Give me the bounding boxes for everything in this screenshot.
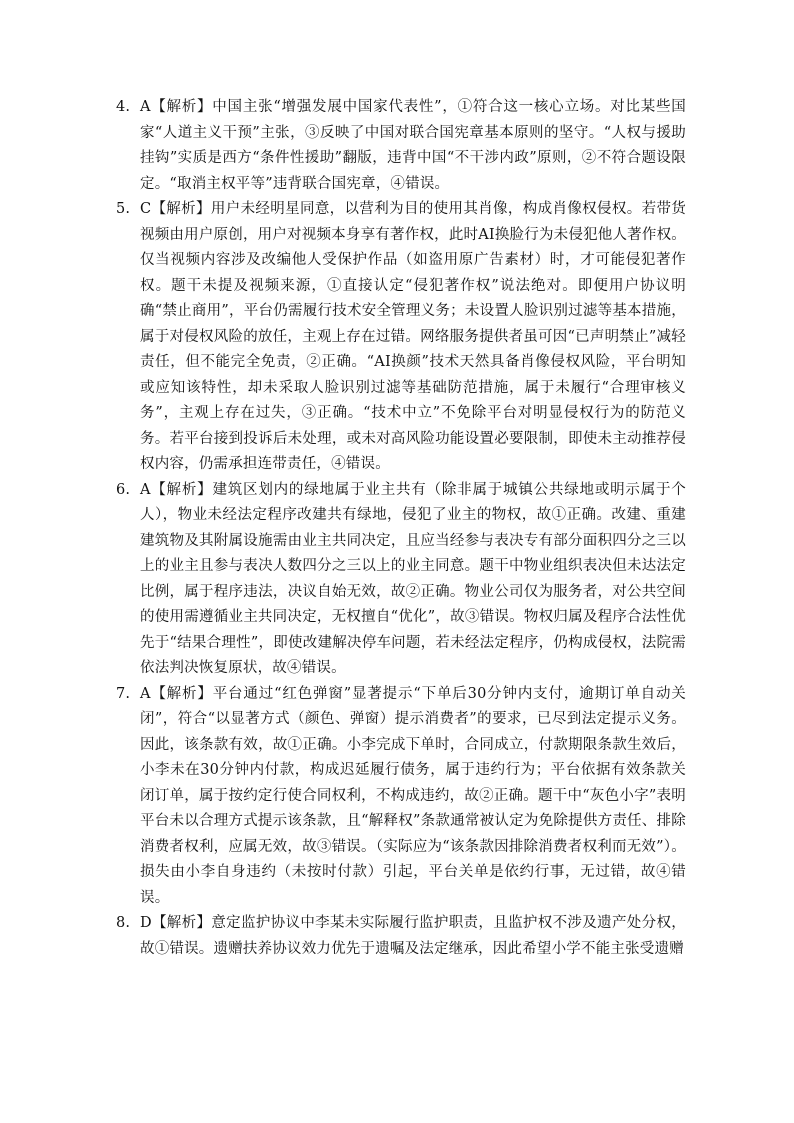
item-number: 5. <box>116 201 131 217</box>
item-text: C【解析】用户未经明星同意，以营利为目的使用其肖像，构成肖像权侵权。若带货视频由用户原创，用户对视频本身享有著作权，此时AI换脸行为未侵犯他人著作权。仅当视频内容涉及改编他人受保护作品（如盗用原广告素材）时，才可能侵犯著作权。题干未提及视频来源，①直接认定“侵犯著作权”说法绝对。即便用户协议明确“禁止商用”，平台仍需履行技术安全管理义务；未设置人脸识别过滤等基本措施，属于对侵权风险的放任，主观上存在过错。网络服务提供者虽可因“已声明禁止”减轻责任，但不能完全免责，②正确。“AI换颜”技术天然具备肖像侵权风险，平台明知或应知该特性，却未采取人脸识别过滤等基础防范措施，属于未履行“合理审核义务”，主观上存在过失，③正确。“技术中立”不免除平台对明显侵权行为的防范义务。若平台接到投诉后未处理，或未对高风险功能设置必要限制，即使未主动推荐侵权内容，仍需承担连带责任，④错误。 <box>140 201 686 472</box>
answer-item-7 <box>116 682 686 912</box>
answer-item-8 <box>116 911 686 962</box>
answer-item-6 <box>116 478 686 682</box>
item-number: 4. <box>116 99 131 115</box>
item-text: A【解析】中国主张“增强发展中国家代表性”，①符合这一核心立场。对比某些国家“人道主义干预”主张，③反映了中国对联合国宪章基本原则的坚守。“人权与援助挂钩”实质是西方“条件性援助”翻版，违背中国“不干涉内政”原则，②不符合题设限定。“取消主权平等”违背联合国宪章，④错误。 <box>140 99 686 192</box>
item-text: A【解析】平台通过“红色弹窗”显著提示“下单后30分钟内支付，逾期订单自动关闭”，符合“以显著方式（颜色、弹窗）提示消费者”的要求，已尽到法定提示义务。因此，该条款有效，故①正确。小李完成下单时，合同成立，付款期限条款生效后，小李未在30分钟内付款，构成迟延履行债务，属于违约行为；平台依据有效条款关闭订单，属于按约定行使合同权利，不构成违约，故②正确。题干中“灰色小字”表明平台未以合理方式提示该条款，且“解释权”条款通常被认定为免除提供方责任、排除消费者权利，应属无效，故③错误。（实际应为“该条款因排除消费者权利而无效”）。损失由小李自身违约（未按时付款）引起，平台关单是依约行事，无过错，故④错误。 <box>140 685 686 906</box>
item-number: 8. <box>116 915 131 931</box>
answer-item-5 <box>116 197 686 478</box>
answer-explanations <box>116 95 686 962</box>
answer-item-4 <box>116 95 686 197</box>
item-text: A【解析】建筑区划内的绿地属于业主共有（除非属于城镇公共绿地或明示属于个人），物业未经法定程序改建共有绿地，侵犯了业主的物权，故①正确。改建、重建建筑物及其附属设施需由业主共同决定，且应当经参与表决专有部分面积四分之三以上的业主且参与表决人数四分之三以上的业主同意。题干中物业组织表决但未达法定比例，属于程序违法，决议自始无效，故②正确。物业公司仅为服务者，对公共空间的使用需遵循业主共同决定，无权擅自“优化”，故③错误。物权归属及程序合法性优先于“结果合理性”，即使改建解决停车问题，若未经法定程序，仍构成侵权，法院需依法判决恢复原状，故④错误。 <box>140 481 686 676</box>
item-number: 7. <box>116 685 131 702</box>
item-number: 6. <box>116 481 131 498</box>
item-text: D【解析】意定监护协议中李某未实际履行监护职责，且监护权不涉及遗产处分权，故①错误。遗赠扶养协议效力优先于遗嘱及法定继承，因此希望小学不能主张受遗赠 <box>140 915 686 957</box>
